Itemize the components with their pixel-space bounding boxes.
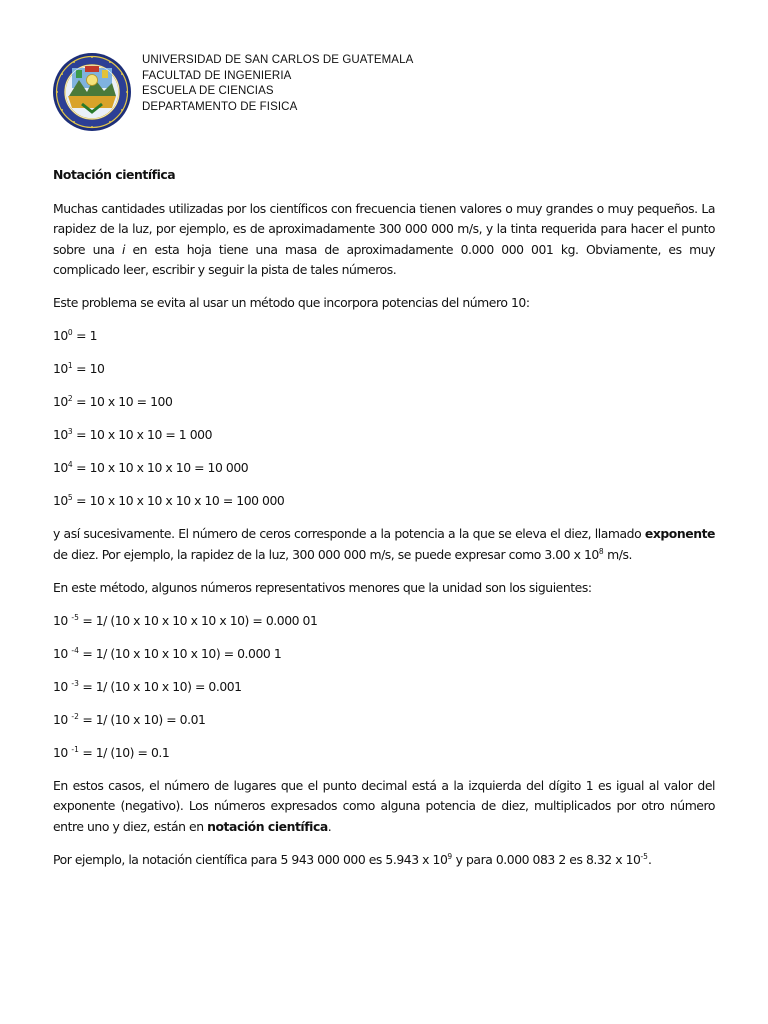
powers-intro: Este problema se evita al usar un método que incorpora potencias del número 10: [53, 295, 530, 310]
university-name: UNIVERSIDAD DE SAN CARLOS DE GUATEMALA [142, 54, 414, 66]
example-paragraph: Por ejemplo, la notación científica para 5 943 000 000 es 5.943 x $10^9$ y para 0.000 083 2 es 8.32 x $10^{-5}$. [53, 851, 652, 867]
power-equation: $10^0 = 1$ [53, 328, 98, 343]
intro-paragraph: Muchas cantidades utilizadas por los científicos con frecuencia tienen valores o muy grandes o muy pequeños. La rapidez de la luz, por ejemplo, es de aproximadamente 300 000 000 m/s, y la tinta requerida para hacer el punto sobre una i en esta hoja tiene una masa de aproximadamente 0.000 000 001 kg. Obviamente, es muy complicado leer, escribir y seguir la pista de tales números. [53, 200, 715, 277]
power-equation: $10^1 = 10$ [53, 361, 105, 376]
faculty-name: FACULTAD DE INGENIERIA [142, 69, 292, 82]
document-body [53, 165, 715, 883]
power-equation: $10^3 = 10$ x 10 x 10 = 1 000 [53, 427, 213, 442]
institution-block [142, 53, 413, 115]
exponent-paragraph: y así sucesivamente. El número de ceros corresponde a la potencia a la que se eleva el diez, llamado exponente de diez. Por ejemplo, la rapidez de la luz, 300 000 000 m/s, se puede expresar como 3.00 x $10^8$ m/s. [53, 526, 715, 562]
university-seal-icon [52, 52, 132, 132]
school-name: ESCUELA DE CIENCIAS [142, 85, 274, 97]
power-equation: $10^5 = 10$ x 10 x 10 x 10 x 10 = 100 000 [53, 493, 285, 508]
cases-paragraph: En estos casos, el número de lugares que el punto decimal está a la izquierda del dígito 1 es igual al valor del exponente (negativo). Los números expresados como alguna potencia de diez, multiplicados por otro número entre uno y diez, están en notación científica. [53, 777, 715, 834]
power-equation: $10^4 = 10$ x 10 x 10 x 10 = 10 000 [53, 460, 249, 475]
negative-power-equation: 10 $^{-4}$ = 1/ (10 x 10 x 10 x 10) = 0.000 1 [53, 645, 282, 661]
negatives-intro: En este método, algunos números representativos menores que la unidad son los siguientes: [53, 579, 592, 595]
negative-power-equation: 10 $^{-1}$ = 1/ (10) = 0.1 [53, 744, 170, 760]
negative-power-equation: 10 $^{-5}$ = 1/ (10 x 10 x 10 x 10 x 10) = 0.000 01 [53, 612, 318, 628]
negative-power-equation: 10 $^{-3}$ = 1/ (10 x 10 x 10) = 0.001 [53, 678, 242, 694]
negative-power-equation: 10 $^{-2}$ = 1/ (10 x 10) = 0.01 [53, 711, 206, 727]
power-equation: $10^2 = 10$ x 10 = 100 [53, 394, 173, 409]
document-title: Notación científica [53, 167, 176, 182]
department-name: DEPARTAMENTO DE FISICA [142, 100, 298, 113]
header [52, 52, 712, 136]
